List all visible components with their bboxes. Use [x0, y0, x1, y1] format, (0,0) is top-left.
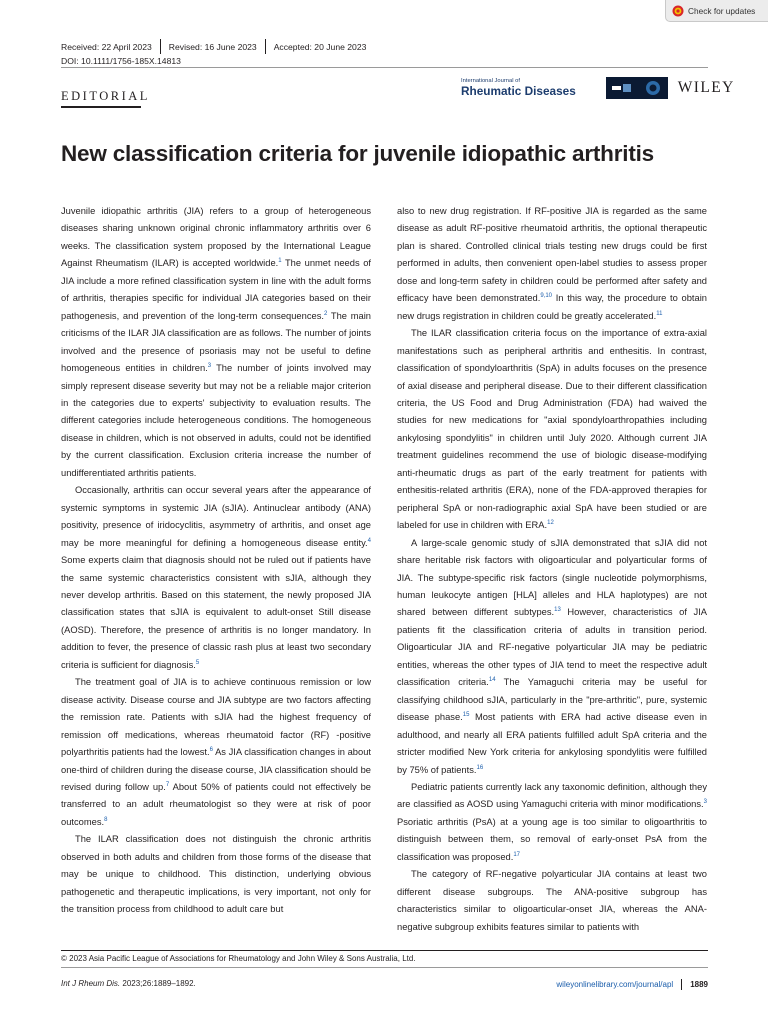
- reference-citation[interactable]: 9,10: [540, 293, 553, 300]
- body-text: Most patients with ERA had active disease even in adulthood, and nearly all ERA patients fulfilled adult SpA criteria and the stricter modified New York criteria for ankylosing spondylitis were fulfilled by 75% of patients.: [397, 712, 707, 775]
- reference-citation[interactable]: 15: [462, 712, 470, 719]
- body-text: About 50% of patients could not effectively be transferred to an adult rheumatologist so they were at risk of poor outcomes.: [61, 781, 371, 827]
- footer-right: [556, 979, 708, 990]
- reference-citation[interactable]: 3: [703, 799, 707, 806]
- citation-details: 2023;26:1889–1892.: [120, 979, 196, 988]
- received-date: Received: 22 April 2023: [61, 41, 152, 52]
- reference-citation[interactable]: 3: [207, 363, 212, 370]
- body-paragraph: [61, 674, 371, 831]
- body-text: The Yamaguchi criteria may be useful for classifying childhood sJIA, particularly in the "pre-arthritic", pure, systemic disease phase.: [397, 677, 708, 723]
- body-text: The category of RF-negative polyarticular JIA contains at least two different disease subgroups. The ANA-positive subgroup has characteristics similar to oligoarticular-onset JIA, whereas the ANA-negative subgroup exhibits features similar to patients with: [397, 869, 707, 932]
- body-text: However, characteristics of JIA patients fit the classification criteria of adults in transition period. Oligoarticular JIA and RF-negative polyarticular JIA may be pediatric entities, whereas the other types of JIA tend to meet the respective adult classification criteria.: [397, 607, 707, 688]
- reference-citation[interactable]: 12: [547, 520, 554, 527]
- footer-divider: [61, 967, 708, 968]
- reference-citation[interactable]: 13: [554, 607, 561, 614]
- citation-journal: Int J Rheum Dis.: [61, 979, 121, 988]
- check-updates-icon: [672, 5, 684, 17]
- check-updates-label: Check for updates: [688, 5, 756, 16]
- page-number: 1889: [690, 980, 708, 989]
- article-dates: [61, 39, 366, 54]
- copyright-notice: © 2023 Asia Pacific League of Associations for Rheumatology and John Wiley & Sons Australia, Ltd.: [61, 954, 416, 963]
- body-text: The ILAR classification criteria focus on the importance of extra-axial manifestations such as peripheral arthritis and enthesitis. In contrast, classification of spondyloarthritis (SpA) in adults focuses on the presence of axial disease and peripheral disease. Due to their different classification criteria, the US Food and Drug Administration (FDA) had waived the studies for new medications for "axial spondyloarthropathies including ankylosing spondylitis" in children until July 2020. Although current JIA treatment guidelines recommend the use of biologic disease-modifying anti-rheumatic drugs as part of the early treatment for patients with enthesitis-related arthritis (ERA), none of the FDA-approved therapies for peripheral SpA or non-radiographic axial SpA have been studied or are labeled for use in children with ERA.: [397, 328, 707, 531]
- reference-citation[interactable]: 6: [209, 747, 213, 754]
- body-paragraph: [61, 831, 371, 918]
- body-text: also to new drug registration. If RF-positive JIA is regarded as the same disease as adult RF-positive rheumatoid arthritis, the optional therapeutic plan is shared. Controlled clinical trials testing new drugs could be first performed in adults, then convenient open-label studies to assess proper dose and long-term safety in children could be performed after safety and efficacy have been demonstrated.: [397, 206, 707, 304]
- body-text: Juvenile idiopathic arthritis (JIA) refers to a group of heterogeneous diseases sharing unknown original chronic inflammatory arthritis over 6 weeks. The classification system proposed by the International League Against Rheumatism (ILAR) is accepted worldwide.: [61, 206, 371, 269]
- footer-divider: [61, 950, 708, 951]
- body-column-right: [397, 203, 707, 936]
- reference-citation[interactable]: 5: [195, 659, 200, 666]
- body-text: As JIA classification changes in about one-third of children during the disease course, JIA classification should be revised during follow up.: [61, 747, 371, 792]
- body-text: Some experts claim that diagnosis should not be ruled out if patients have the same systemic characteristics consistent with sJIA, although they never develop arthritis. Based on this statement, the newly proposed JIA classification states that sJIA is equivalent to adult-onset Still disease (AOSD). Therefore, the presence of arthritis is no longer mandatory. In addition to fever, the presence of classic rash plus at least two secondary criteria is sufficient for diagnosis.: [61, 555, 371, 670]
- body-paragraph: [61, 482, 371, 674]
- section-label: EDITORIAL: [61, 89, 150, 103]
- body-text: The ILAR classification does not distinguish the chronic arthritis observed in both adults and children from those forms of the disease that may be unique to childhood. This distinction, underlying obvious pathogenetic and therapeutic implications, is very important, not only for the transition process from childhood to adult care but: [61, 834, 371, 915]
- section-underline: [61, 106, 141, 108]
- reference-citation[interactable]: 7: [165, 781, 170, 788]
- check-for-updates-button[interactable]: [665, 0, 768, 22]
- journal-name: [461, 79, 576, 98]
- journal-name-prefix: International Journal of: [461, 77, 520, 84]
- body-paragraph: [397, 325, 707, 534]
- wiley-logo: WILEY: [677, 79, 735, 96]
- body-text: A large-scale genomic study of sJIA demonstrated that sJIA did not share heritable risk factors with oligoarticular and polyarticular forms of JIA. The subtype-specific risk factors (single nucleotide polymorphisms, human leukocyte antigen [HLA] alleles and HLA haplotypes) are not shared between different subtypes.: [397, 537, 707, 618]
- journal-branding: [461, 77, 735, 99]
- reference-citation[interactable]: 14: [488, 677, 496, 684]
- body-paragraph: [61, 203, 371, 482]
- header-divider: [61, 67, 708, 68]
- body-text: In this way, the procedure to obtain new drugs registration in children could be greatly accelerated.: [397, 293, 707, 321]
- revised-date: Revised: 16 June 2023: [168, 41, 257, 52]
- journal-name-main: Rheumatic Diseases: [461, 83, 576, 98]
- body-text: The number of joints involved may simply represent disease severity but may not be a reliable major criterion in the categories due to experts' subjectivity to evaluation results. The different categories include heterogeneous conditions. The homogeneous disease in children, which is not observed in adults, could not be identified by the current classification. Exclusion criteria increase the number of undifferentiated arthritis patients.: [61, 363, 371, 478]
- date-separator: [265, 39, 266, 54]
- body-paragraph: [397, 203, 707, 325]
- body-paragraph: [397, 866, 707, 936]
- reference-citation[interactable]: 11: [656, 310, 663, 317]
- accepted-date: Accepted: 20 June 2023: [273, 41, 367, 52]
- body-text: The treatment goal of JIA is to achieve continuous remission or low disease activity. Disease course and JIA subtype are two factors affecting the remission rate. Patients with sJIA had the highest frequency of remission off medications, whereas rheumatoid factor (RF) -positive polyarthritis patients had the lowest.: [61, 677, 371, 758]
- body-paragraph: [397, 779, 707, 866]
- journal-url-link[interactable]: wileyonlinelibrary.com/journal/apl: [556, 980, 674, 989]
- reference-citation[interactable]: 16: [476, 764, 484, 771]
- journal-cover-icon: [606, 77, 668, 99]
- footer-separator: [681, 979, 682, 990]
- body-text: The main criticisms of the ILAR JIA classification are as follows. The number of joints involved and the presence of psoriasis may not be useful to define homogeneous entities in children.: [61, 310, 371, 374]
- date-separator: [160, 39, 161, 54]
- reference-citation[interactable]: 2: [323, 310, 328, 317]
- body-paragraph: [397, 535, 707, 779]
- doi[interactable]: DOI: 10.1111/1756-185X.14813: [61, 56, 181, 66]
- article-title: New classification criteria for juvenile idiopathic arthritis: [61, 141, 654, 166]
- body-text: Occasionally, arthritis can occur several years after the appearance of systemic symptoms in systemic JIA (sJIA). Antinuclear antibody (ANA) positivity, presence of iridocyclitis, asymmetry of arthritis, and onset age may be more meaningful for defining a homogeneous disease entity.: [61, 485, 371, 548]
- citation: [61, 979, 196, 988]
- body-text: Pediatric patients currently lack any taxonomic definition, although they are classified as AOSD using Yamaguchi criteria with minor modifications.: [397, 781, 707, 810]
- body-column-left: [61, 203, 371, 919]
- reference-citation[interactable]: 17: [513, 851, 521, 858]
- reference-citation[interactable]: 4: [367, 537, 371, 544]
- reference-citation[interactable]: 8: [104, 816, 108, 823]
- reference-citation[interactable]: 1: [278, 258, 282, 265]
- body-text: The unmet needs of JIA include a more refined classification system in line with the adult forms of arthritis, therapies specific for individual JIA categories based on their pathogenesis, and prevention of the long-term consequences.: [61, 258, 371, 321]
- body-text: Psoriatic arthritis (PsA) at a young age is too similar to oligoarthritis to distinguish between them, so removal of early-onset PsA from the classification was proposed.: [397, 816, 707, 862]
